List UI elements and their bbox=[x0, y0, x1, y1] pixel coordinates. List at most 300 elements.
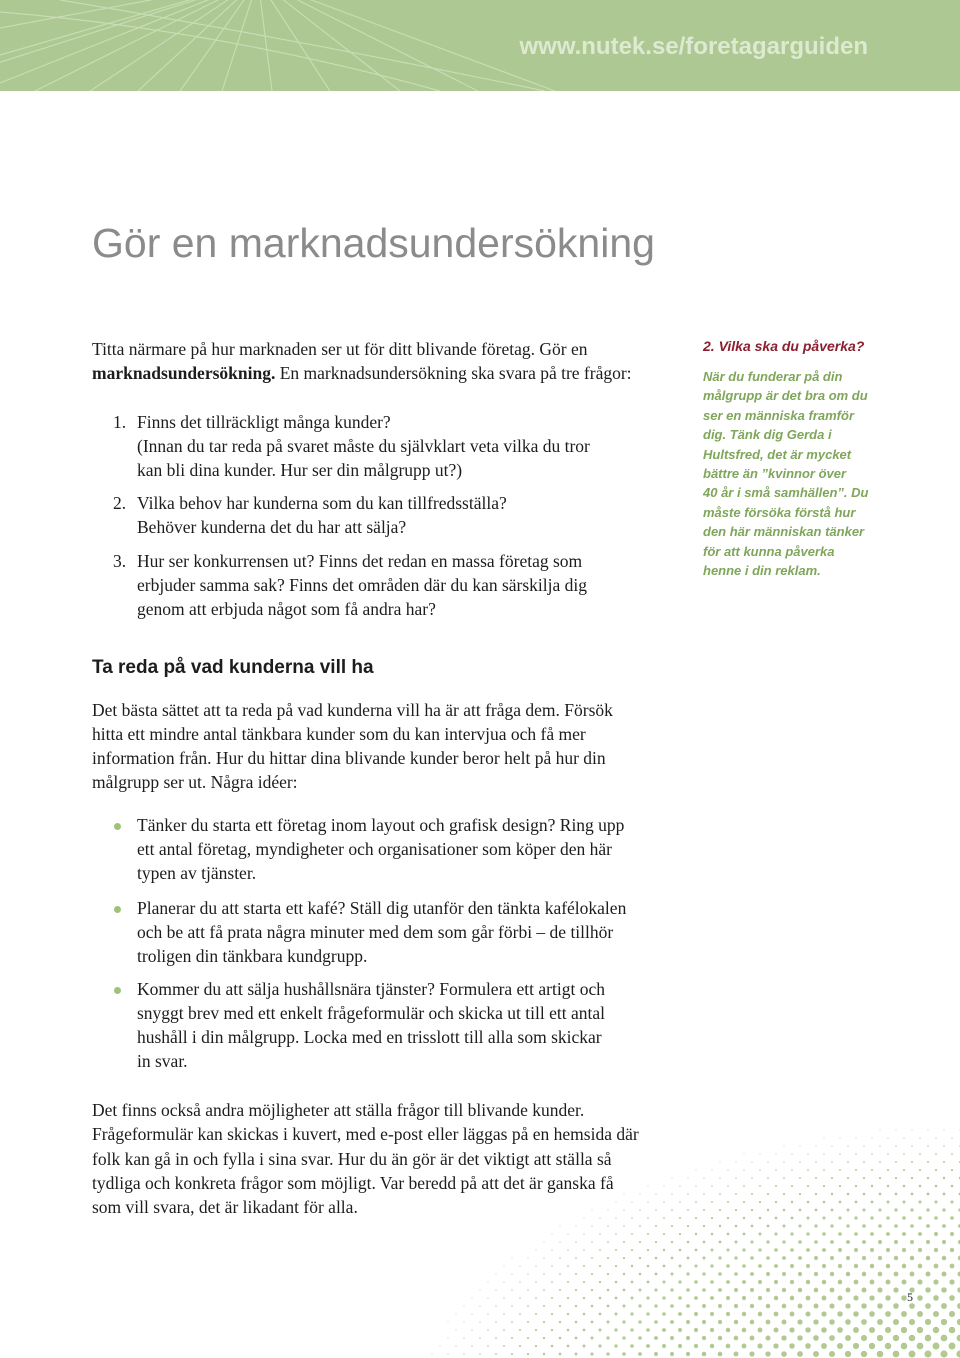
halftone-dot bbox=[694, 1312, 698, 1316]
halftone-dot bbox=[807, 1153, 808, 1154]
halftone-dot bbox=[895, 1161, 897, 1163]
halftone-dot bbox=[774, 1280, 778, 1284]
halftone-dot bbox=[615, 1233, 617, 1235]
halftone-dot bbox=[880, 1130, 881, 1131]
halftone-dot bbox=[919, 1137, 920, 1138]
halftone-dot bbox=[543, 1337, 545, 1339]
halftone-dot bbox=[744, 1154, 745, 1155]
halftone-dot bbox=[910, 1272, 915, 1277]
idea-line: in svar. bbox=[137, 1051, 188, 1071]
halftone-dot bbox=[742, 1296, 746, 1300]
halftone-dot bbox=[671, 1225, 673, 1227]
halftone-dot bbox=[902, 1248, 906, 1252]
halftone-dot bbox=[654, 1288, 657, 1291]
halftone-dot bbox=[686, 1272, 689, 1275]
halftone-dot bbox=[599, 1281, 601, 1283]
halftone-dot bbox=[846, 1240, 850, 1244]
halftone-dot bbox=[623, 1289, 626, 1292]
halftone-dot bbox=[870, 1232, 874, 1236]
halftone-dot bbox=[837, 1343, 843, 1349]
halftone-dot bbox=[814, 1256, 818, 1260]
halftone-dot bbox=[821, 1327, 827, 1333]
halftone-dot bbox=[624, 1194, 625, 1195]
question-number: 1. bbox=[113, 412, 127, 432]
halftone-dot bbox=[862, 1256, 866, 1260]
halftone-dot bbox=[678, 1344, 682, 1348]
halftone-dot bbox=[902, 1232, 906, 1236]
halftone-dot bbox=[950, 1264, 955, 1269]
halftone-dot bbox=[711, 1217, 713, 1219]
halftone-dot bbox=[503, 1329, 505, 1331]
halftone-dot bbox=[822, 1248, 826, 1252]
halftone-dot bbox=[552, 1234, 553, 1235]
halftone-dot bbox=[894, 1256, 898, 1260]
halftone-dot bbox=[496, 1274, 497, 1275]
halftone-dot bbox=[855, 1201, 858, 1204]
halftone-dot bbox=[488, 1282, 489, 1283]
halftone-dot bbox=[822, 1280, 827, 1285]
halftone-dot bbox=[615, 1313, 618, 1316]
halftone-dot bbox=[767, 1177, 769, 1179]
halftone-dot bbox=[774, 1232, 777, 1235]
halftone-dot bbox=[630, 1344, 634, 1348]
halftone-dot bbox=[814, 1224, 817, 1227]
halftone-dot bbox=[543, 1273, 545, 1275]
halftone-dot bbox=[869, 1327, 875, 1333]
halftone-dot bbox=[583, 1265, 585, 1267]
halftone-dot bbox=[607, 1241, 609, 1243]
halftone-dot bbox=[695, 1185, 696, 1186]
halftone-dot bbox=[847, 1209, 850, 1212]
halftone-dot bbox=[845, 1335, 851, 1341]
halftone-dot bbox=[696, 1170, 697, 1171]
halftone-dot bbox=[760, 1154, 761, 1155]
halftone-dot bbox=[543, 1321, 545, 1323]
halftone-dot bbox=[638, 1336, 642, 1340]
halftone-dot bbox=[543, 1289, 545, 1291]
halftone-dot bbox=[735, 1193, 737, 1195]
halftone-dot bbox=[679, 1249, 682, 1252]
halftone-dot bbox=[767, 1193, 769, 1195]
halftone-dot bbox=[840, 1138, 841, 1139]
halftone-dot bbox=[870, 1248, 874, 1252]
halftone-dot bbox=[878, 1224, 882, 1228]
halftone-dot bbox=[726, 1296, 730, 1300]
halftone-dot bbox=[903, 1153, 905, 1155]
idea-line: troligen din tänkbara kundgrupp. bbox=[137, 946, 368, 966]
halftone-dot bbox=[734, 1304, 738, 1308]
halftone-dot bbox=[734, 1336, 739, 1341]
halftone-dot bbox=[607, 1321, 610, 1324]
halftone-dot bbox=[886, 1248, 890, 1252]
halftone-dot bbox=[759, 1217, 762, 1220]
halftone-dot bbox=[575, 1257, 577, 1259]
halftone-dot bbox=[487, 1329, 489, 1331]
halftone-dot bbox=[735, 1209, 737, 1211]
halftone-dot bbox=[583, 1297, 585, 1299]
halftone-dot bbox=[686, 1352, 690, 1356]
halftone-dot bbox=[886, 1232, 890, 1236]
halftone-dot bbox=[855, 1153, 856, 1154]
halftone-dot bbox=[951, 1137, 952, 1138]
halftone-dot bbox=[957, 1335, 960, 1342]
halftone-dot bbox=[791, 1185, 793, 1187]
halftone-dot bbox=[638, 1320, 641, 1323]
halftone-dot bbox=[831, 1161, 833, 1163]
halftone-dot bbox=[783, 1193, 785, 1195]
halftone-dot bbox=[941, 1303, 947, 1309]
halftone-dot bbox=[654, 1320, 658, 1324]
halftone-dot bbox=[806, 1280, 810, 1284]
halftone-dot bbox=[951, 1153, 953, 1155]
halftone-dot bbox=[829, 1351, 835, 1357]
halftone-dot bbox=[711, 1185, 712, 1186]
idea-line: Tänker du starta ett företag inom layout och grafisk design? Ring upp bbox=[137, 815, 625, 835]
idea-text bbox=[137, 813, 624, 885]
halftone-dot bbox=[829, 1335, 835, 1341]
halftone-dot bbox=[710, 1312, 714, 1316]
halftone-dot bbox=[710, 1328, 714, 1332]
halftone-dot bbox=[591, 1225, 592, 1226]
website-url[interactable]: www.nutek.se/foretagarguiden bbox=[519, 33, 868, 60]
halftone-dot bbox=[775, 1201, 777, 1203]
halftone-dot bbox=[623, 1241, 625, 1243]
halftone-dot bbox=[845, 1351, 851, 1357]
halftone-dot bbox=[622, 1336, 625, 1339]
halftone-dot bbox=[671, 1257, 674, 1260]
halftone-dot bbox=[662, 1280, 665, 1283]
halftone-dot bbox=[551, 1249, 552, 1250]
halftone-dot bbox=[559, 1289, 561, 1291]
halftone-dot bbox=[917, 1311, 923, 1317]
halftone-dot bbox=[877, 1319, 883, 1325]
halftone-dot bbox=[934, 1264, 939, 1269]
halftone-dot bbox=[495, 1305, 496, 1306]
halftone-dot bbox=[774, 1296, 778, 1300]
halftone-dot bbox=[781, 1319, 786, 1324]
halftone-dot bbox=[927, 1193, 930, 1196]
halftone-dot bbox=[615, 1249, 617, 1251]
halftone-dot bbox=[695, 1201, 697, 1203]
halftone-dot bbox=[877, 1303, 883, 1309]
halftone-dot bbox=[672, 1178, 673, 1179]
halftone-dot bbox=[695, 1249, 698, 1252]
halftone-dot bbox=[933, 1279, 938, 1284]
halftone-dot bbox=[535, 1281, 537, 1283]
halftone-dot bbox=[815, 1209, 818, 1212]
halftone-dot bbox=[606, 1352, 609, 1355]
halftone-dot bbox=[671, 1241, 673, 1243]
halftone-dot bbox=[679, 1265, 682, 1268]
question-text bbox=[137, 491, 507, 539]
question-line: Hur ser konkurrensen ut? Finns det redan en massa företag som bbox=[137, 551, 583, 571]
halftone-dot bbox=[855, 1137, 856, 1138]
halftone-dot bbox=[879, 1145, 880, 1146]
halftone-dot bbox=[871, 1153, 873, 1155]
halftone-dot bbox=[821, 1343, 827, 1349]
sidebar-line: dig. Tänk dig Gerda i bbox=[703, 427, 832, 443]
halftone-dot bbox=[838, 1216, 841, 1219]
halftone-dot bbox=[750, 1336, 755, 1341]
halftone-dot bbox=[813, 1319, 818, 1324]
halftone-dot bbox=[927, 1177, 929, 1179]
sidebar-line: När du funderar på din bbox=[703, 369, 843, 384]
halftone-dot bbox=[902, 1264, 907, 1269]
halftone-dot bbox=[854, 1280, 859, 1285]
halftone-dot bbox=[710, 1344, 715, 1349]
halftone-dot bbox=[495, 1289, 496, 1290]
halftone-dot bbox=[758, 1264, 762, 1268]
halftone-dot bbox=[757, 1343, 762, 1348]
halftone-dot bbox=[607, 1257, 609, 1259]
halftone-dot bbox=[901, 1295, 907, 1301]
halftone-dot bbox=[783, 1161, 784, 1162]
halftone-dot bbox=[789, 1343, 795, 1349]
halftone-dot bbox=[943, 1129, 944, 1130]
halftone-dot bbox=[799, 1161, 800, 1162]
halftone-dot bbox=[878, 1240, 882, 1244]
halftone-dot bbox=[734, 1352, 739, 1357]
halftone-dot bbox=[758, 1248, 761, 1251]
halftone-dot bbox=[726, 1264, 729, 1267]
halftone-dot bbox=[877, 1335, 883, 1341]
halftone-dot bbox=[824, 1138, 825, 1139]
halftone-dot bbox=[703, 1193, 705, 1195]
halftone-dot bbox=[734, 1272, 738, 1276]
halftone-dot bbox=[782, 1288, 786, 1292]
halftone-dot bbox=[845, 1319, 851, 1325]
halftone-dot bbox=[949, 1343, 956, 1350]
halftone-dot bbox=[567, 1281, 569, 1283]
halftone-dot bbox=[846, 1288, 851, 1293]
halftone-dot bbox=[919, 1201, 922, 1204]
halftone-dot bbox=[871, 1137, 872, 1138]
sidebar-text bbox=[703, 367, 868, 580]
halftone-dot bbox=[583, 1249, 585, 1251]
halftone-dot bbox=[822, 1232, 825, 1235]
halftone-dot bbox=[774, 1312, 779, 1317]
halftone-dot bbox=[512, 1258, 513, 1259]
halftone-dot bbox=[655, 1273, 658, 1276]
halftone-dot bbox=[750, 1256, 753, 1259]
idea-line: Planerar du att starta ett kafé? Ställ dig utanför den tänkta kafélokalen bbox=[137, 898, 627, 918]
halftone-dot bbox=[479, 1337, 480, 1338]
halftone-dot bbox=[527, 1289, 529, 1291]
halftone-dot bbox=[901, 1343, 908, 1350]
halftone-dot bbox=[887, 1185, 889, 1187]
halftone-dot bbox=[861, 1335, 867, 1341]
halftone-dot bbox=[774, 1248, 777, 1251]
halftone-dot bbox=[887, 1169, 889, 1171]
halftone-dot bbox=[559, 1305, 561, 1307]
halftone-dot bbox=[783, 1177, 785, 1179]
halftone-dot bbox=[775, 1217, 778, 1220]
halftone-dot bbox=[639, 1273, 642, 1276]
halftone-dot bbox=[774, 1264, 778, 1268]
halftone-dot bbox=[823, 1185, 825, 1187]
idea-line: och be att få prata några minuter med dem som går förbi – de tillhör bbox=[137, 922, 614, 942]
halftone-dot bbox=[894, 1224, 898, 1228]
halftone-dot bbox=[560, 1226, 561, 1227]
halftone-dot bbox=[631, 1249, 633, 1251]
halftone-dot bbox=[646, 1328, 650, 1332]
halftone-dot bbox=[782, 1240, 785, 1243]
page-title: Gör en marknadsundersökning bbox=[92, 220, 655, 266]
halftone-dot bbox=[472, 1298, 473, 1299]
halftone-dot bbox=[950, 1248, 954, 1252]
halftone-dot bbox=[551, 1329, 553, 1331]
halftone-dot bbox=[893, 1351, 900, 1358]
halftone-dot bbox=[448, 1322, 449, 1323]
halftone-dot bbox=[941, 1287, 946, 1292]
halftone-dot bbox=[895, 1145, 896, 1146]
halftone-dot bbox=[831, 1209, 834, 1212]
halftone-dot bbox=[535, 1345, 537, 1347]
halftone-dot bbox=[863, 1145, 864, 1146]
halftone-dot bbox=[726, 1312, 730, 1316]
halftone-dot bbox=[695, 1217, 697, 1219]
halftone-dot bbox=[766, 1288, 770, 1292]
halftone-dot bbox=[535, 1249, 536, 1250]
halftone-dot bbox=[718, 1288, 722, 1292]
halftone-dot bbox=[918, 1232, 922, 1236]
halftone-dot bbox=[784, 1146, 785, 1147]
halftone-dot bbox=[543, 1241, 544, 1242]
halftone-dot bbox=[702, 1288, 706, 1292]
halftone-dot bbox=[783, 1209, 786, 1212]
halftone-dot bbox=[742, 1280, 746, 1284]
idea-line: Kommer du att sälja hushållsnära tjänster? Formulera ett artigt och bbox=[137, 979, 605, 999]
halftone-dot bbox=[894, 1272, 899, 1277]
halftone-dot bbox=[926, 1256, 931, 1261]
halftone-dot bbox=[527, 1321, 529, 1323]
halftone-dot bbox=[758, 1328, 763, 1333]
halftone-dot bbox=[559, 1257, 560, 1258]
halftone-dot bbox=[631, 1265, 633, 1267]
halftone-dot bbox=[615, 1297, 618, 1300]
halftone-dot bbox=[758, 1296, 762, 1300]
halftone-dot bbox=[879, 1193, 882, 1196]
halftone-dot bbox=[941, 1335, 948, 1342]
halftone-dot bbox=[678, 1328, 682, 1332]
halftone-dot bbox=[861, 1303, 866, 1308]
halftone-dot bbox=[791, 1201, 793, 1203]
paragraph-line: hitta ett mindre antal tänkbara kunder som du kan intervjua och få mer bbox=[92, 724, 586, 744]
halftone-dot bbox=[559, 1321, 561, 1323]
halftone-dot bbox=[933, 1311, 939, 1317]
halftone-dot bbox=[662, 1296, 665, 1299]
halftone-dot bbox=[599, 1217, 600, 1218]
halftone-dot bbox=[615, 1265, 617, 1267]
halftone-dot bbox=[519, 1345, 521, 1347]
halftone-dot bbox=[838, 1248, 842, 1252]
halftone-dot bbox=[854, 1264, 858, 1268]
halftone-dot bbox=[797, 1319, 802, 1324]
halftone-dot bbox=[940, 1350, 947, 1357]
halftone-dot bbox=[702, 1320, 706, 1324]
halftone-dot bbox=[670, 1304, 674, 1308]
halftone-dot bbox=[830, 1256, 834, 1260]
halftone-dot bbox=[814, 1272, 818, 1276]
halftone-dot bbox=[671, 1209, 673, 1211]
halftone-dot bbox=[742, 1344, 747, 1349]
halftone-dot bbox=[630, 1312, 633, 1315]
halftone-dot bbox=[821, 1311, 826, 1316]
question-line: (Innan du tar reda på svaret måste du självklart veta vilka du tror bbox=[137, 436, 590, 456]
halftone-dot bbox=[479, 1321, 480, 1322]
halftone-dot bbox=[487, 1345, 489, 1347]
halftone-dot bbox=[751, 1209, 753, 1211]
halftone-dot bbox=[935, 1137, 936, 1138]
halftone-dot bbox=[463, 1321, 464, 1322]
halftone-dot bbox=[822, 1296, 827, 1301]
halftone-dot bbox=[861, 1319, 867, 1325]
halftone-dot bbox=[623, 1305, 626, 1308]
halftone-dot bbox=[901, 1279, 906, 1284]
halftone-dot bbox=[551, 1345, 554, 1348]
halftone-dot bbox=[655, 1257, 658, 1260]
halftone-dot bbox=[831, 1193, 833, 1195]
halftone-dot bbox=[815, 1177, 817, 1179]
halftone-dot bbox=[813, 1351, 819, 1357]
halftone-dot bbox=[933, 1343, 940, 1350]
halftone-dot bbox=[599, 1233, 600, 1234]
halftone-dot bbox=[807, 1169, 809, 1171]
halftone-dot bbox=[655, 1225, 657, 1227]
halftone-dot bbox=[511, 1289, 512, 1290]
halftone-dot bbox=[878, 1272, 883, 1277]
halftone-dot bbox=[583, 1281, 585, 1283]
halftone-dot bbox=[838, 1280, 843, 1285]
halftone-dot bbox=[775, 1169, 777, 1171]
halftone-dot bbox=[847, 1145, 848, 1146]
halftone-dot bbox=[924, 1350, 931, 1357]
halftone-dot bbox=[535, 1297, 537, 1299]
halftone-dot bbox=[879, 1161, 881, 1163]
halftone-dot bbox=[583, 1329, 586, 1332]
halftone-dot bbox=[887, 1201, 890, 1204]
halftone-dot bbox=[719, 1193, 721, 1195]
halftone-dot bbox=[829, 1319, 835, 1325]
halftone-dot bbox=[686, 1288, 689, 1291]
halftone-dot bbox=[798, 1272, 802, 1276]
halftone-dot bbox=[575, 1305, 577, 1307]
halftone-dot bbox=[942, 1224, 946, 1228]
halftone-dot bbox=[838, 1264, 842, 1268]
halftone-dot bbox=[703, 1225, 705, 1227]
halftone-dot bbox=[790, 1312, 795, 1317]
halftone-dot bbox=[830, 1288, 835, 1293]
halftone-dot bbox=[607, 1209, 608, 1210]
halftone-dot bbox=[862, 1224, 865, 1227]
halftone-dot bbox=[687, 1241, 690, 1244]
halftone-dot bbox=[871, 1201, 874, 1204]
halftone-dot bbox=[791, 1153, 792, 1154]
halftone-dot bbox=[447, 1353, 448, 1354]
halftone-dot bbox=[711, 1169, 712, 1170]
halftone-dot bbox=[703, 1209, 705, 1211]
halftone-dot bbox=[933, 1295, 939, 1301]
halftone-dot bbox=[742, 1248, 745, 1251]
halftone-dot bbox=[766, 1320, 771, 1325]
halftone-dot bbox=[942, 1240, 946, 1244]
bullet-dot-icon bbox=[114, 906, 121, 913]
halftone-dot bbox=[487, 1297, 488, 1298]
halftone-dot bbox=[854, 1248, 858, 1252]
halftone-dot bbox=[615, 1281, 618, 1284]
halftone-dot bbox=[911, 1193, 914, 1196]
halftone-dot bbox=[942, 1208, 945, 1211]
